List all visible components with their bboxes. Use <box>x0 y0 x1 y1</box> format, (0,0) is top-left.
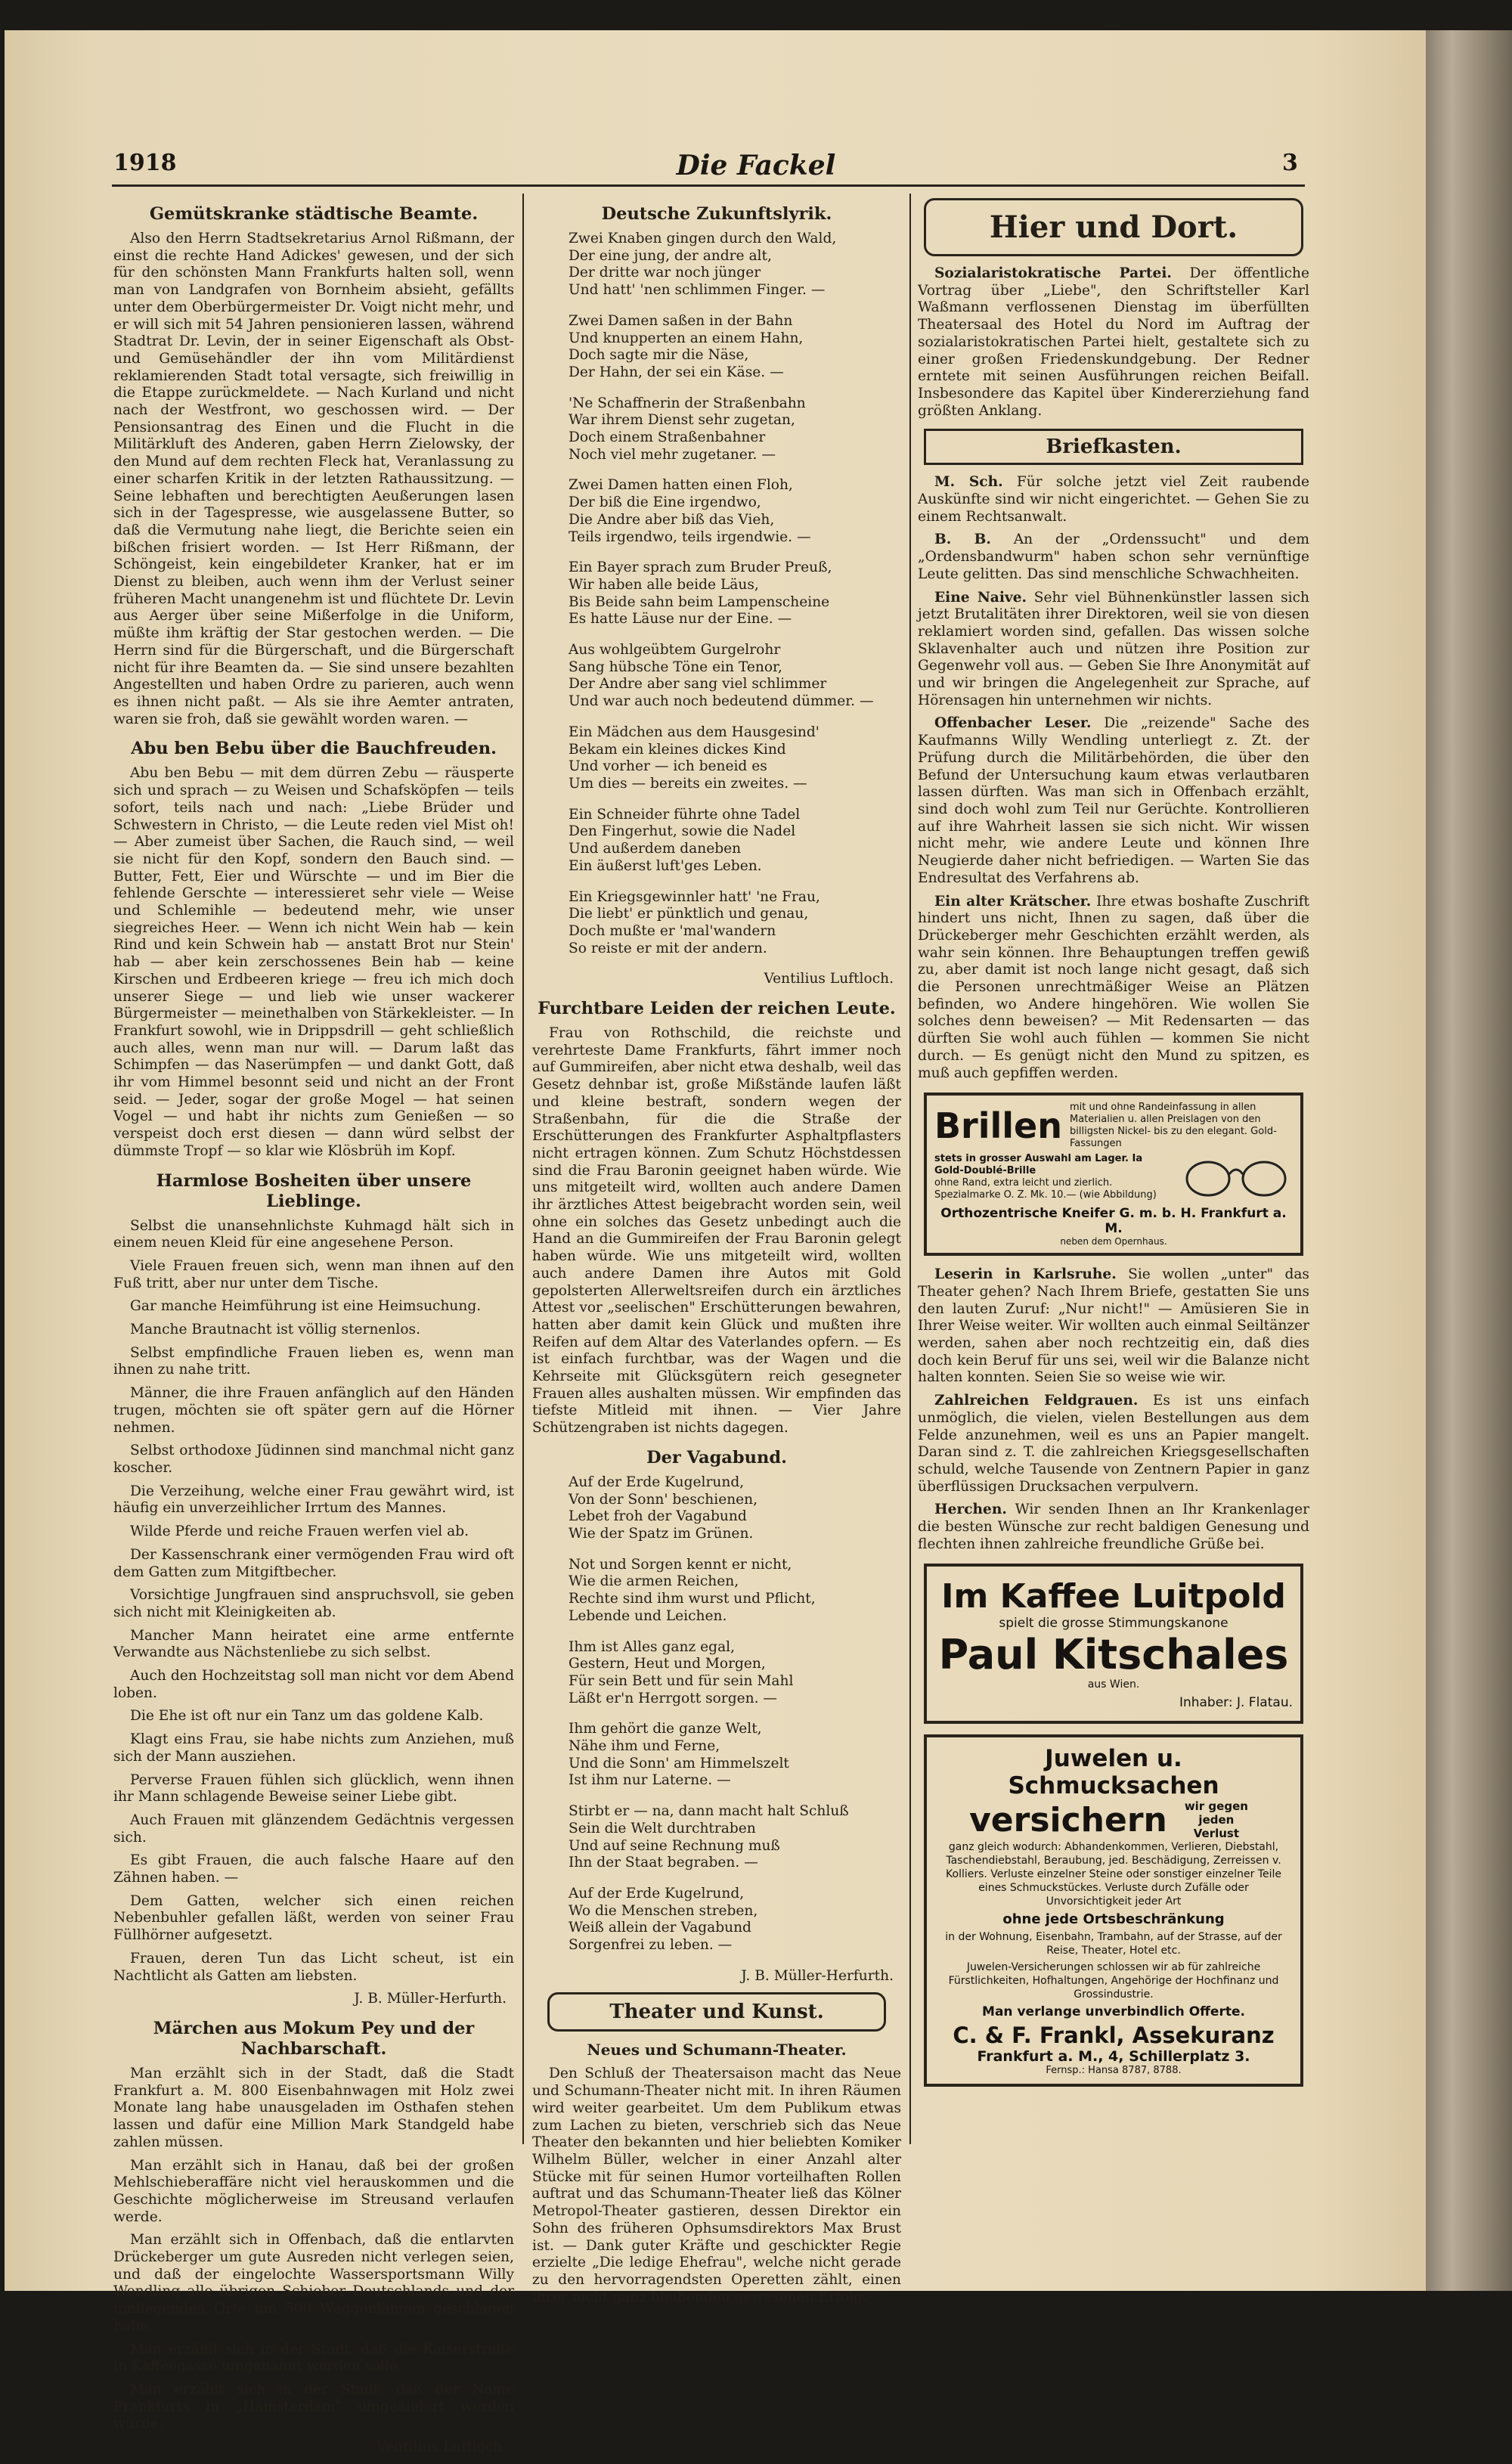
aphorism: Viele Frauen freuen sich, wenn man ihnen auf den Fuß tritt, aber nur unter dem Tische. <box>113 1257 514 1291</box>
column-divider <box>909 194 911 2144</box>
article-paragraph: Frau von Rothschild, die reichste und verehrteste Dame Frankfurts, fährt immer noch auf Gummireifen, aber nicht etwa deshalb, weil das Gesetz dehnbar ist, große Mißstände laufen läßt und kleine bestraft, sondern wegen der Straßenbahn, für die die Straße der Erschütterungen des Frankfurter Asphaltpflasters nicht ertragen können. Zum Schutz Höchstdessen sind die Frau Baronin geeignet haben würde. Wie uns mitgeteilt wird, wollten auch andere Damen ihr ärztliches Attest beigebracht worden sein, weil ohne ein solches das Gesetz unbedingt auch die Hand an die Gummireifen der Frau Baronin gelegt haben würde. Wie uns mitgeteilt wird, wollten auch andere Damen ihre Autos mit Gold gepolsterten Allerweltsreifen durch ein ärztliches Attest vor „seelischen" Erschütterungen bewahren, hatten aber damit kein Glück und mußten ihre Reifen auf dem Altar des Vaterlandes opfern. — Es ist einfach furchtbar, was der Wagen und die Kehrseite mit Glücksgütern reich gesegneter Frauen alles aushalten müssen. Wir empfinden das tiefste Mitleid mit ihnen. — Vier Jahre Schützengraben ist nichts dagegen. <box>532 1025 901 1437</box>
column-2 <box>532 194 901 2312</box>
ad-text: wir gegen jeden Verlust <box>1184 1799 1248 1841</box>
ad-owner: Inhaber: J. Flatau. <box>1179 1695 1293 1711</box>
letter-reply <box>918 894 1309 1083</box>
reply-text: Ihre etwas boshafte Zuschrift hindert uns nicht, Ihnen zu sagen, daß über die Drückeberger mehr Geschichten erzählt werden, als wahr sein können. Ihre Behauptungen treffen gewiß zu, aber damit ist noch lange nicht gesagt, daß sich die Personen unrechtmäßiger Weise an Plätzen befinden, wo Andere hingehören. Wie wollen Sie solches denn beweisen? — Mit Redensarten — das dürften Sie wohl auch fühlen — kommen Sie nicht durch. — Es genügt nicht den Mund zu spitzen, es muß auch gepfiffen werden. <box>918 893 1309 1081</box>
article-title: Märchen aus Mokum Pey und der Nachbarschaft. <box>153 2018 475 2059</box>
aphorism: Wilde Pferde und reiche Frauen werfen viel ab. <box>130 1523 469 1540</box>
letter-reply <box>918 1502 1309 1553</box>
article-paragraph: Also den Herrn Stadtsekretarius Arnol Rißmann, der einst die rechte Hand Adickes' gewesen, und der sich für den schönsten Mann Frankfurts halten soll, wenn man von Landgrafen von Bornheim absieht, gefällts unter dem Oberbürgermeister Dr. Voigt nicht mehr, und er will sich mit 54 Jahren pensionieren lassen, während Stadtrat Dr. Levin, der in seiner Eigenschaft als Obst- und Gemüsehändler der ihn vom Militärdienst reklamierenden Stadt total versagte, sich freiwillig in die Etappe zurückmeldete. — Nach Kurland und nicht nach der Westfront, wo geschossen wird. — Der Pensionsantrag des Einen und die Flucht in die Militärkluft des Anderen, gaben Herrn Zielowsky, der den Mund auf dem rechten Fleck hat, Veranlassung zu einer scharfen Kritik in der letzten Rathaussitzung. — Seine lebhaften und berechtigten Aeußerungen lasen sich in der Tagespresse, wie ausgelassene Butter, so daß die Vermutung nahe liegt, die Berichte seien ein bißchen frisiert worden. — Ist Herr Rißmann, der Schöngeist, kein eingebildeter Kranker, hat er im Dienst zu bleiben, auch wenn ihm der Verlust seiner früheren Macht unangenehm ist und flüchtete Dr. Levin aus Aerger über seine Mißerfolge in die Uniform, müßte ihm kräftig der Star gestochen werden. — Die Herrn sind für die Bürgerschaft, und die Bürgerschaft nicht für ihre Beamten da. — Sie sind unsere bezahlten Angestellten und haben Ordre zu parieren, auch wenn es ihnen nicht paßt. — Als sie ihre Aemter antraten, waren sie froh, daß sie gewählt worden waren. — <box>113 231 514 727</box>
article-paragraph: Man erzählt sich in der Stadt, daß die Stadt Frankfurt a. M. 800 Eisenbahnwagen mit Holz zwei Monate lang habe unausgeladen im Osthafen stehen lassen und dafür eine Million Mark Standgeld habe zahlen müssen. <box>113 2065 514 2150</box>
reply-lead: B. B. <box>934 532 991 548</box>
page-number: 3 <box>1282 150 1298 176</box>
masthead-title: Die Fackel <box>676 150 836 181</box>
reply-text: Für solche jetzt viel Zeit raubende Auskünfte sind wir nicht eingerichtet. — Gehen Sie zu einem Rechtsanwalt. <box>918 474 1309 525</box>
poem-stanza: Zwei Damen hatten einen Floh, Der biß die Eine irgendwo, Die Andre aber biß das Vieh, Teils irgendwo, teils irgendwie. — <box>569 477 811 545</box>
reply-text: Sie wollen „unter" das Theater gehen? Nach Ihrem Briefe, gestatten Sie uns den lauten Zuruf: „Nur nicht!" — Amüsieren Sie in Ihrer Weise weiter. Wir wollten auch einmal Seiltänzer werden, sahen aber noch rechtzeitig ein, daß dies doch kein Beruf für uns sei, weil wir die Balanze nicht halten konnten. Seien Sie so weise wie wir. <box>918 1266 1309 1386</box>
article-paragraph: Man erzählt sich in Hanau, daß bei der großen Mehlschieberaffäre nicht viel herauskommen und die Geschichte möglicherweise im Streusand verlaufen werde. <box>113 2157 514 2225</box>
poem-stanza: Zwei Damen saßen in der Bahn Und knupperten an einem Hahn, Doch sagte mir die Näse, Der Hahn, der sei ein Käse. — <box>569 312 804 380</box>
aphorism: Gar manche Heimführung ist eine Heimsuchung. <box>130 1298 482 1315</box>
section-header-theater: Theater und Kunst. <box>547 1992 886 2032</box>
ad-location: neben dem Opernhaus. <box>1060 1236 1167 1247</box>
article-title: Gemütskranke städtische Beamte. <box>149 204 479 224</box>
article-title: Abu ben Bebu über die Bauchfreuden. <box>131 739 497 759</box>
ad-text: ohne Rand, extra leicht und zierlich. Spezialmarke O. Z. Mk. 10.— (wie Abbildung) <box>934 1177 1157 1201</box>
letter-reply <box>918 1266 1309 1387</box>
column-3 <box>918 194 1309 2097</box>
aphorism: Selbst die unansehnlichste Kuhmagd hält sich in einem neuen Kleid für eine angesehene Person. <box>113 1217 514 1251</box>
ad-text: aus Wien. <box>1087 1678 1140 1691</box>
article-title: Furchtbare Leiden der reichen Leute. <box>538 999 896 1019</box>
reply-lead: Zahlreichen Feldgrauen. <box>934 1393 1139 1409</box>
section-header-briefkasten: Briefkasten. <box>924 429 1303 465</box>
article-paragraph: Man erzählt sich in Offenbach, daß die entlarvten Drückeberger um gute Ausreden nicht verlegen seien, und daß der eingelochte Wassersportsmann Willy Wendling alle übrigen Schieber Deutschlands und der umliegenden Orte um 500 Waggonlängen geschlagen habe. <box>113 2232 514 2334</box>
reply-lead: Leserin in Karlsruhe. <box>934 1266 1117 1283</box>
article-paragraph: Abu ben Bebu — mit dem dürren Zebu — räusperte sich und sprach — zu Weisen und Schafsköpfen — teils sofort, teils nach und nach: „Liebe Brüder und Schwestern in Christo, — die Leute reden viel Mist oh! — Aber zumeist über Sachen, die Rauch sind, — weil sie nicht für den Kopf, sondern den Bauch sind. — Butter, Fett, Eier und Würschte — und im Bier die fehlende Gerschte — interessieret sehr viele — Weise und Schlemihle — bedeutend mehr, wie unser siegreiches Heer. — Wenn ich nicht Wein hab — kein Rind und kein Schwein hab — anstatt Brot nur Stein' hab — aber kein zerschossenes Bein hab — keine Kirschen und Erdbeeren kriege — freu ich mich doch unserer Siege — und lieb wie unser wackerer Bürgermeister — meinethalben von Stärkekleister. — In Frankfurt sowohl, wie in Drippsdrill — geht schließlich auch alles, wenn man nur will. — Darum laßt das Schimpfen — das Naserümpfen — und dankt Gott, daß ihr vom Himmel besonnt seid und nicht an der Front seid. — Jeder, sogar der große Mogel — hat seinen Vogel — und habt ihr nichts zum Genießen — so verspeist doch erst diesen — dann würd selbst der dümmste Tropf — so klar wie Klösbrüh im Kopf. <box>113 765 514 1159</box>
ad-text: mit und ohne Randeinfassung in allen Materialien u. allen Preislagen von den billigsten Nickel- bis zu den elegant. Gold-Fassungen <box>1070 1102 1277 1150</box>
aphorism: Selbst empfindliche Frauen lieben es, wenn man ihnen zu nahe tritt. <box>113 1344 514 1378</box>
reply-text: An der „Ordenssucht" und dem „Ordensbandwurm" haben schon sehr vernünftige Leute gelitten. Das sind menschliche Schwachheiten. <box>918 532 1309 582</box>
ad-text: ohne jede Ortsbeschränkung <box>1002 1911 1225 1928</box>
reply-lead: M. Sch. <box>934 474 1003 491</box>
article-paragraph: Den Schluß der Theatersaison macht das Neue und Schumann-Theater nicht mit. In ihren Räumen wird weiter gearbeitet. Um dem Publikum etwas zum Lachen zu bieten, verschrieb sich das Neue Theater den bekannten und hier beliebten Komiker Wilhelm Büller, welcher in einer Anzahl alter Stücke mit für seinen Humor vorteilhaften Rollen auftrat und das Schumann-Theater ließ das Kölner Metropol-Theater gastieren, dessen Direktor ein Sohn des früheren Ophsumsdirektors Max Brust ist. — Dank guter Kräfte und geschickter Regie erzielte „Die ledige Ehefrau", welche nicht gerade zu den hervorragendsten Operetten zählt, einen ihrer nicht ganz bleibenden gewesenen Erfolg. <box>532 2066 901 2305</box>
news-item <box>918 265 1309 420</box>
poem-stanza: Auf der Erde Kugelrund, Wo die Menschen streben, Weiß allein der Vagabund Sorgenfrei zu leben. — <box>569 1885 758 1954</box>
reply-lead: Eine Naive. <box>934 589 1027 606</box>
ad-performer: Paul Kitschales <box>938 1631 1289 1679</box>
aphorism: Mancher Mann heiratet eine arme entfernte Verwandte aus Nächstenliebe zu sich selbst. <box>113 1627 514 1661</box>
aphorism: Es gibt Frauen, die auch falsche Haare auf den Zähnen haben. — <box>113 1852 514 1886</box>
signature: J. B. Müller-Herfurth. <box>354 1991 507 2007</box>
reply-lead: Offenbacher Leser. <box>934 715 1092 732</box>
ad-text: ganz gleich wodurch: Abhandenkommen, Verlieren, Diebstahl, Taschendiebstahl, Beraubung, jed. Beschädigung, Zerreissen v. Kolliers. Verluste einzelner Steine oder sonstiger einzelner Teile eines Schmuckstückes. Verluste durch Zufälle oder Unvorsichtigkeit jeder Art <box>946 1841 1281 1908</box>
header-rule <box>112 184 1305 187</box>
aphorism: Männer, die ihre Frauen anfänglich auf den Händen trugen, möchten sie oft später gern auf die Hörner nehmen. <box>113 1385 514 1436</box>
header-year: 1918 <box>113 150 177 176</box>
article-title: Neues und Schumann-Theater. <box>587 2041 847 2060</box>
aphorism: Dem Gatten, welcher sich einen reichen Nebenbuhler gefallen läßt, werden von seiner Frau Füllhörner aufgesetzt. <box>113 1892 514 1944</box>
poem-stanza: Ein Kriegsgewinnler hatt' 'ne Frau, Die liebt' er pünktlich und genau, Doch mußte er 'mal'wandern So reiste er mit der andern. <box>569 888 820 956</box>
poem-stanza: Not und Sorgen kennt er nicht, Wie die armen Reichen, Rechte sind ihm wurst und Pflicht, Lebende und Leichen. <box>569 1556 816 1624</box>
article-title: Harmlose Bosheiten über unsere Lieblinge. <box>156 1170 472 1211</box>
item-lead: Sozialaristokratische Partei. <box>934 265 1172 281</box>
signature: J. B. Müller-Herfurth. <box>741 1967 894 1984</box>
poem-stanza: Ein Schneider führte ohne Tadel Den Fingerhut, sowie die Nadel Und außerdem daneben Ein äußerst luft'ges Leben. <box>569 806 801 874</box>
item-text: Der öffentliche Vortrag über „Liebe", den Schriftsteller Karl Waßmann verflossenen Dienstag im überfüllten Theatersaal des Hotel du Nord im Auftrag der sozialaristokratischen Partei hielt, gestaltete sich zu einer großen Friedenskundgebung. Der Redner erntete mit seinen Ausführungen reichen Beifall. Insbesondere das Kapitel über Kindererziehung fand größten Anklang. <box>918 265 1309 419</box>
ad-text: Man verlange unverbindlich Offerte. <box>982 2004 1245 2020</box>
ad-phone: Fernsp.: Hansa 8787, 8788. <box>1046 2065 1182 2077</box>
reply-text: Die „reizende" Sache des Kaufmanns Willy Wendling unterliegt z. Zt. der Prüfung durch die Militärbehörden, die über den Befund der Untersuchung kaum etwas verlautbaren lassen dürften. Was man sich in Offenbach erzählt, sind doch wohl zum Teil nur Gerüchte. Kontrollieren auf ihre Wahrheit lassen sie sich nicht. Wir wissen nicht mehr, wie andere Leute und können Ihre Neugierde daher nicht befriedigen. — Warten Sie das Endresultat des Verfahrens ab. <box>918 715 1309 886</box>
reply-text: Es ist uns einfach unmöglich, die vielen, vielen Bestellungen aus dem Felde anzunehmen, weil es uns an Papier mangelt. Daran sind z. T. die zahlreichen Kriegsgesellschaften schuld, welche Tausende von Zentnern Papier in ganz überflüssigen Drucksachen verpulvern. <box>918 1393 1309 1495</box>
aphorism: Auch den Hochzeitstag soll man nicht vor dem Abend loben. <box>113 1668 514 1701</box>
aphorism: Frauen, deren Tun das Licht scheut, ist ein Nachtlicht als Gatten am liebsten. <box>113 1950 514 1984</box>
ad-text: Juwelen-Versicherungen schlossen wir ab für zahlreiche Fürstlichkeiten, Hofhaltungen, Angehörige der Hochfinanz und Grossindustrie. <box>948 1961 1279 2001</box>
poem-stanza: Stirbt er — na, dann macht halt Schluß Sein die Welt durchtraben Und auf seine Rechnung muß Ihn der Staat begraben. — <box>569 1803 849 1871</box>
aphorism: Auch Frauen mit glänzendem Gedächtnis vergessen sich. <box>113 1812 514 1846</box>
ad-brillen <box>924 1093 1303 1256</box>
ad-text: versichern <box>969 1800 1167 1839</box>
poem-title: Der Vagabund. <box>646 1447 787 1468</box>
aphorism: Perverse Frauen fühlen sich glücklich, wenn ihnen ihr Mann schlagende Beweise seiner Liebe gibt. <box>113 1771 514 1805</box>
ad-kaffee-luitpold <box>924 1564 1303 1724</box>
aphorism: Die Verzeihung, welche einer Frau gewährt wird, ist häufig ein unverzeihlicher Irrtum des Mannes. <box>113 1483 514 1517</box>
letter-reply <box>918 474 1309 525</box>
aphorism: Manche Brautnacht ist völlig sternenlos. <box>130 1322 420 1338</box>
letter-reply <box>918 715 1309 887</box>
column-1 <box>113 194 514 2464</box>
ad-headline: Juwelen u. Schmucksachen <box>1008 1745 1219 1800</box>
column-divider <box>522 194 524 2144</box>
ad-juwelen <box>924 1734 1303 2087</box>
letter-reply <box>918 1393 1309 1495</box>
ad-text: spielt die grosse Stimmungskanone <box>999 1616 1228 1632</box>
signature: Ventilius Luftloch. <box>764 971 894 987</box>
section-header-hier-und-dort: Hier und Dort. <box>924 198 1303 256</box>
ad-address: Frankfurt a. M., 4, Schillerplatz 3. <box>977 2048 1250 2066</box>
poem-stanza: Aus wohlgeübtem Gurgelrohr Sang hübsche Töne ein Tenor, Der Andre aber sang viel schlimmer Und war auch noch bedeutend dümmer. — <box>569 642 874 710</box>
book-binding <box>1426 30 1512 2291</box>
aphorism: Klagt eins Frau, sie habe nichts zum Anziehen, muß sich der Mann ausziehen. <box>113 1731 514 1765</box>
poem-title: Deutsche Zukunftslyrik. <box>601 204 832 224</box>
poem-stanza: Ihm gehört die ganze Welt, Nähe ihm und Ferne, Und die Sonn' am Himmelszelt Ist ihm nur Laterne. — <box>569 1721 789 1789</box>
article-paragraph: Man erzählt sich in der Stadt, daß der Name Frankfurts in „Hamsterdam" umgeändert werden würde. <box>113 2381 514 2432</box>
ad-company: C. & F. Frankl, Assekuranz <box>953 2022 1275 2049</box>
ad-headline: Im Kaffee Luitpold <box>941 1577 1286 1616</box>
aphorism: Der Kassenschrank einer vermögenden Frau wird oft dem Gatten zum Mitgiftbecher. <box>113 1546 514 1580</box>
aphorism: Die Ehe ist oft nur ein Tanz um das goldene Kalb. <box>130 1708 484 1725</box>
poem-stanza: 'Ne Schaffnerin der Straßenbahn War ihrem Dienst sehr zugetan, Doch einem Straßenbahner Noch viel mehr zugetaner. — <box>569 395 806 463</box>
reply-text: Wir senden Ihnen an Ihr Krankenlager die besten Wünsche zur recht baldigen Genesung und flechten ihnen zahlreiche freundliche Grüße bei. <box>918 1502 1309 1552</box>
ad-headline: Brillen <box>934 1105 1062 1147</box>
letter-reply <box>918 532 1309 583</box>
reply-lead: Herchen. <box>934 1502 1007 1518</box>
pince-nez-icon <box>1179 1155 1293 1200</box>
reply-text: Sehr viel Bühnenkünstler lassen sich jetzt Brutalitäten ihrer Direktoren, weil sie von diesen reklamiert worden sind, gefallen. Das wissen solche Sklavenhalter auch und nützen ihre Position zur Gegenwehr voll aus. — Geben Sie Ihre Anonymität auf und wir bringen die Angelegenheit zur Sprache, auf Hörensagen hin unternehmen wir nichts. <box>918 589 1309 708</box>
poem-stanza: Zwei Knaben gingen durch den Wald, Der eine jung, der andre alt, Der dritte war noch jünger Und hatt' 'nen schlimmen Finger. — <box>569 231 837 299</box>
ad-company: Orthozentrische Kneifer G. m. b. H. Frankfurt a. M. <box>940 1206 1287 1237</box>
poem-stanza: Ihm ist Alles ganz egal, Gestern, Heut und Morgen, Für sein Bett und für sein Mahl Läßt er'n Herrgott sorgen. — <box>569 1638 794 1706</box>
poem-stanza: Auf der Erde Kugelrund, Von der Sonn' beschienen, Lebet froh der Vagabund Wie der Spatz im Grünen. <box>569 1474 758 1542</box>
reply-lead: Ein alter Krätscher. <box>934 893 1092 910</box>
aphorism: Vorsichtige Jungfrauen sind anspruchsvoll, sie geben sich nicht mit Kleinigkeiten ab. <box>113 1587 514 1620</box>
letter-reply <box>918 590 1309 710</box>
ad-text: stets in grosser Auswahl am Lager. Ia Gold-Doublé-Brille <box>934 1153 1143 1177</box>
aphorism: Selbst orthodoxe Jüdinnen sind manchmal nicht ganz koscher. <box>113 1443 514 1476</box>
poem-stanza: Ein Mädchen aus dem Hausgesind' Bekam ein kleines dickes Kind Und vorher — ich beneid es Um dies — bereits ein zweites. — <box>569 724 820 792</box>
poem-stanza: Ein Bayer sprach zum Bruder Preuß, Wir haben alle beide Läus, Bis Beide sahn beim Lampenscheine Es hatte Läuse nur der Eine. — <box>569 559 832 628</box>
article-paragraph: Man erzählt sich in der Stadt, daß die Kaiserstraße in Kaffeegasse umgenannt werden solle. <box>113 2341 514 2375</box>
signature: Ventilius Luftloch. <box>376 2439 507 2456</box>
ad-text: in der Wohnung, Eisenbahn, Trambahn, auf der Strasse, auf der Reise, Theater, Hotel etc. <box>945 1931 1282 1957</box>
